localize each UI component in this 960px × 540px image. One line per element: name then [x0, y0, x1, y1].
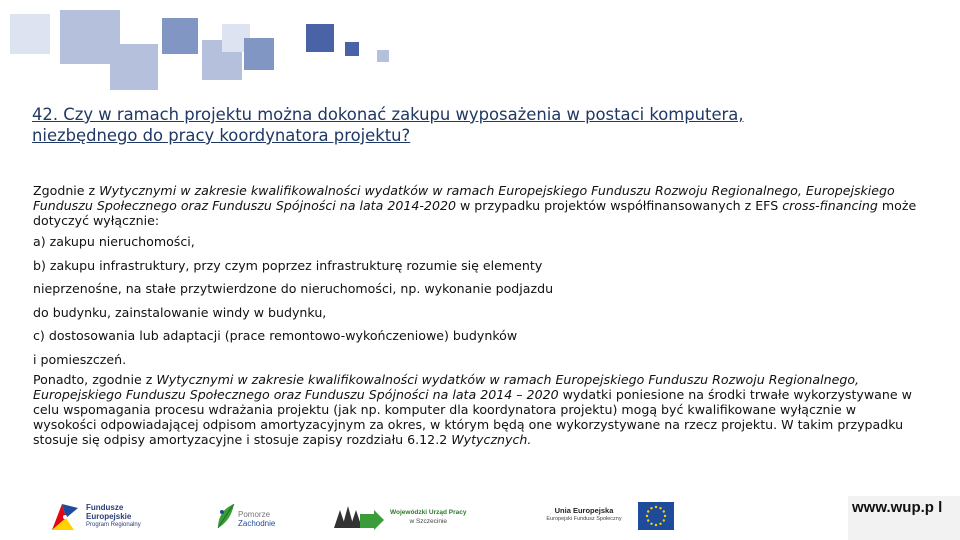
- pz-label: [238, 510, 275, 528]
- cross-financing-term: cross-financing: [782, 198, 878, 213]
- guidelines-reference: Wytycznych.: [451, 432, 532, 447]
- fe-label: [86, 503, 141, 530]
- website-link[interactable]: www.wup.p l: [852, 499, 943, 516]
- fe-line-2: Europejskie: [86, 512, 132, 521]
- decor-square: [10, 14, 50, 54]
- decor-square: [162, 18, 198, 54]
- decor-square: [110, 44, 158, 90]
- body-text: [33, 183, 923, 447]
- pz-line-1: Pomorze: [238, 510, 271, 519]
- ue-line-1: Unia Europejska: [554, 506, 614, 515]
- decor-square: [306, 24, 334, 52]
- closing-paragraph: [33, 372, 923, 447]
- list-item: b) zakupu infrastruktury, przy czym poprzez infrastrukturę rozumie się elementy: [33, 257, 543, 273]
- list-item: nieprzenośne, na stałe przytwierdzone do nieruchomości, np. wykonanie podjazdu: [33, 281, 554, 296]
- decor-square: [377, 50, 389, 62]
- intro-text: Zgodnie z: [33, 183, 100, 198]
- list-item: do budynku, zainstalowanie windy w budynku,: [33, 304, 327, 320]
- list-item: c) dostosowania lub adaptacji (prace remontowo-wykończeniowe) budynków: [33, 328, 518, 343]
- intro-text: w przypadku projektów współfinansowanych z EFS: [456, 198, 783, 213]
- decor-square: [345, 42, 359, 56]
- intro-text: może dotyczyć wyłącznie:: [33, 198, 917, 228]
- fe-star-icon: [48, 500, 82, 534]
- pz-line-2: Zachodnie: [238, 519, 276, 528]
- page-title: [32, 104, 922, 146]
- wup-logo: [334, 500, 480, 532]
- ue-label: [540, 506, 628, 524]
- wup-line-1: Wojewódzki Urząd Pracy: [390, 509, 467, 516]
- closing-text: wydatki poniesione na środki trwałe wykorzystywane w celu wspomagania procesu wdrażania projektu (jak np. komputer dla koordynatora projektu) mogą być kwalifikowane wyłącznie w wysokości odpowiadającej odpisom amortyzacyjnym za okres, w którym będą one wykorzystywane na rzecz projektu. W takim przypadku stosuje się odpisy amortyzacyjne i stosuje zapisy rozdziału 6.12.2: [33, 387, 912, 447]
- title-line-1: 42. Czy w ramach projektu można dokonać zakupu wyposażenia w postaci komputera,: [32, 105, 744, 124]
- guidelines-reference: Wytycznymi w zakresie kwalifikowalności wydatków w ramach Europejskiego Funduszu Rozwoju Regionalnego, Europejskiego Funduszu Społecznego oraz Funduszu Spójności na lata 2014-2020: [33, 183, 895, 213]
- fundusze-europejskie-logo: [48, 500, 178, 534]
- wup-line-2: w Szczecinie: [409, 518, 448, 525]
- pz-leaf-icon: [214, 502, 238, 530]
- list-item: i pomieszczeń.: [33, 351, 127, 367]
- closing-text: Ponadto, zgodnie z: [33, 372, 157, 387]
- eu-flag-icon: [638, 502, 674, 530]
- wup-label: [390, 508, 466, 526]
- ue-line-2: Europejski Fundusz Społeczny: [546, 516, 622, 522]
- fe-line-1: Fundusze: [86, 503, 124, 512]
- intro-paragraph: [33, 183, 923, 228]
- wup-building-icon: [334, 500, 384, 530]
- title-line-2: niezbędnego do pracy koordynatora projektu?: [32, 126, 411, 145]
- guidelines-reference: Wytycznymi w zakresie kwalifikowalności wydatków w ramach Europejskiego Funduszu Rozwoju Regionalnego, Europejskiego Funduszu Społecznego oraz Funduszu Spójności na lata 2014 – 2020: [33, 372, 860, 402]
- fe-line-3: Program Regionalny: [86, 522, 141, 528]
- list-item: a) zakupu nieruchomości,: [33, 234, 195, 249]
- unia-europejska-logo: [540, 500, 676, 532]
- pomorze-zachodnie-logo: [214, 502, 284, 532]
- decor-square: [244, 38, 274, 70]
